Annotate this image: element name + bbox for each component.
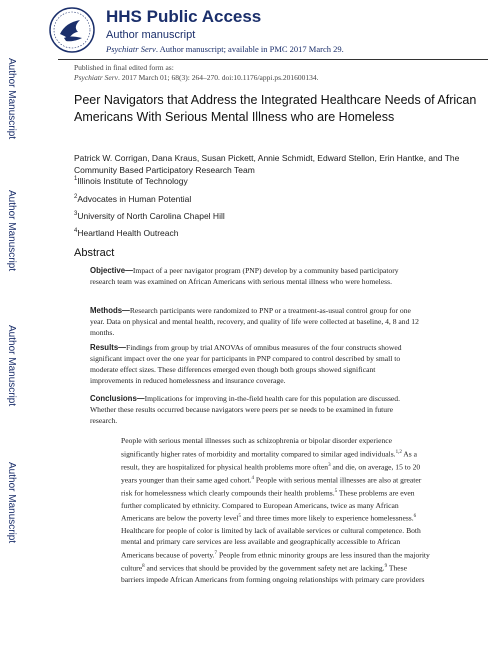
body-sentence: As a result, they are hospitalized for physical health problems more often <box>121 449 418 472</box>
citation-ref: 4 <box>251 476 255 482</box>
publication-info <box>74 63 484 83</box>
hhs-eagle-logo-icon <box>48 6 96 54</box>
affiliation-number: 4 <box>74 228 78 235</box>
citation-ref: 9 <box>384 564 388 570</box>
abstract-heading: Abstract <box>74 247 115 259</box>
affiliation-number: 1 <box>74 176 78 183</box>
affiliation-text: Advocates in Human Potential <box>77 194 192 204</box>
citation-ref: 6 <box>413 514 417 520</box>
side-label-author-manuscript: Author Manuscript <box>6 58 17 140</box>
pubinfo-citation: . 2017 March 01; 68(3): 264–270. doi:10.1176/appi.ps.201600134. <box>117 73 319 82</box>
side-label-author-manuscript: Author Manuscript <box>6 462 17 544</box>
pubinfo-citation-line <box>74 73 484 83</box>
citation-ref: 5 <box>334 489 338 495</box>
affiliation <box>74 228 178 238</box>
methods-text: Research participants were randomized to PNP or a treatment-as-usual control group for one year. Data on physical and mental health, recovery, and quality of life were collected at baseline, 4, 8 and 12 months. <box>90 306 419 337</box>
side-label-author-manuscript: Author Manuscript <box>6 325 17 407</box>
citation-ref: 7 <box>214 550 218 556</box>
body-sentence: These barriers impede African Americans from forming ongoing relationships with primary care providers <box>121 563 425 585</box>
banner-availability: . Author manuscript; available in PMC 2017 March 29. <box>155 44 344 54</box>
banner-subtitle: Author manuscript <box>106 29 196 41</box>
affiliation-text: Heartland Health Outreach <box>77 228 179 238</box>
objective-text: Impact of a peer navigator program (PNP) develop by a community based participatory research team was examined on African Americans with serious mental illness who were homeless. <box>90 266 399 286</box>
banner-title: HHS Public Access <box>106 7 262 26</box>
body-sentence: These problems are even further complicated by ethnicity. Compared to European Americans, twice as many African Americans are below the poverty level <box>121 488 415 523</box>
conclusions-label: Conclusions— <box>90 394 145 403</box>
article-title: Peer Navigators that Address the Integrated Healthcare Needs of African Americans With Serious Mental Illness who are Homeless <box>74 93 477 124</box>
banner-citation <box>106 44 344 54</box>
affiliation-text: Illinois Institute of Technology <box>77 176 188 186</box>
pubinfo-line1: Published in final edited form as: <box>74 63 174 72</box>
body-sentence: and die, on average, 15 to 20 years younger than their same aged cohort. <box>121 462 421 485</box>
body-sentence: and three times more likely to experience homelessness. <box>240 513 414 523</box>
conclusions-text: Implications for improving in-the-field health care for this population are discussed. Whether these results occurred because navigators were peers per se needs to be examined in future research. <box>90 394 400 425</box>
affiliation <box>74 176 188 186</box>
body-sentence: Healthcare for people of color is limited by lack of available services or cultural competence. Both mental and primary care services are less available and geographically accessible to African Americans because of poverty. <box>121 525 421 560</box>
methods-label: Methods— <box>90 306 130 315</box>
citation-ref: 8 <box>142 564 145 570</box>
body-sentence: People with serious mental illnesses such as schizophrenia or bipolar disorder experience significantly higher rates of morbidity and mortality compared to similar aged individuals. <box>121 436 396 459</box>
abstract-objective <box>90 265 420 287</box>
affiliation-text: University of North Carolina Chapel Hill <box>77 211 225 221</box>
pubinfo-journal: Psychiatr Serv <box>74 73 118 82</box>
banner-journal: Psychiatr Serv <box>106 44 156 54</box>
affiliation <box>74 211 225 221</box>
affiliation-number: 3 <box>74 211 78 218</box>
results-text: Findings from group by trial ANOVAs of omnibus measures of the four constructs showed significant impact over the one year for participants in PNP compared to control described by small to moderate effect sizes. These differences emerged even though both groups showed significant improvements in reduced homelessness and insurance coverage. <box>90 343 402 385</box>
citation-ref: 3 <box>328 462 331 468</box>
body-sentence: People with serious mental illnesses are also at greater risk for homelessness which clearly compounds their health problems. <box>121 475 422 498</box>
body-sentence: and services that should be provided by the government safety net are lacking. <box>144 563 385 573</box>
body-sentence: People from ethnic minority groups are less insured than the majority culture <box>121 550 430 573</box>
affiliation <box>74 194 191 204</box>
results-label: Results— <box>90 343 126 352</box>
abstract-conclusions <box>90 393 420 426</box>
citation-ref: 1,2 <box>395 449 402 455</box>
citation-ref: 5 <box>238 514 241 520</box>
side-label-author-manuscript: Author Manuscript <box>6 190 17 272</box>
abstract-methods <box>90 305 420 338</box>
header-rule <box>58 59 488 60</box>
body-paragraph <box>121 435 431 586</box>
author-list: Patrick W. Corrigan, Dana Kraus, Susan Pickett, Annie Schmidt, Edward Stellon, Erin Hantke, and The Community Based Participatory Research Team <box>74 153 460 175</box>
abstract-results <box>90 342 420 386</box>
objective-label: Objective— <box>90 266 133 275</box>
hhs-banner <box>48 6 488 58</box>
affiliation-number: 2 <box>74 194 78 201</box>
